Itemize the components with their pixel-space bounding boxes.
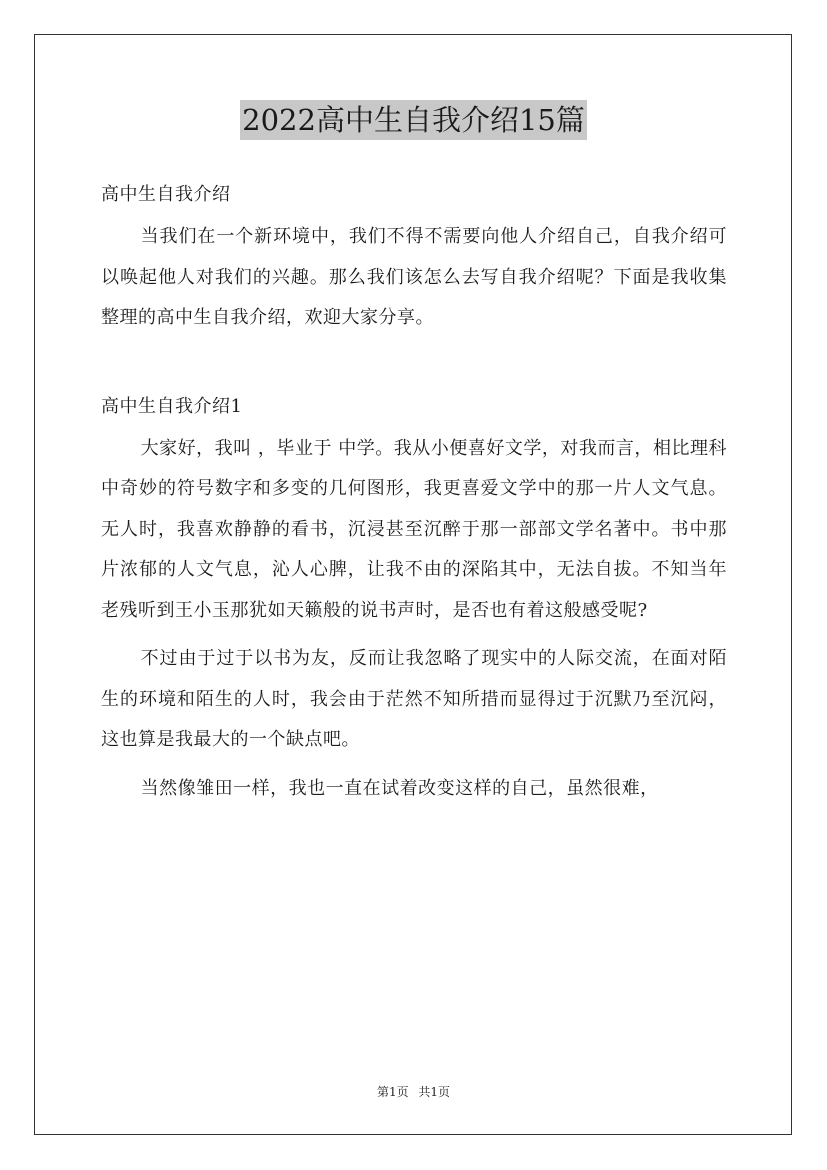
paragraph: 当然像雏田一样，我也一直在试着改变这样的自己，虽然很难， [140,777,659,799]
paragraph: 大家好，我叫 ，毕业于 中学。我从小便喜好文学，对我而言，相比理科中奇妙的符号数字和多变的几何图形，我更喜爱文学中的那一片人文气息。无人时，我喜欢静静的看书，沉浸甚至沉醉于那一部部文学名著中。书中那片浓郁的人文气息，沁人心脾，让我不由的深陷其中，无法自拔。不知当年老残听到王小玉那犹如天籁般的说书声时，是否也有着这般感受呢? [101,437,727,621]
section-heading: 高中生自我介绍 [101,184,231,205]
section-gap [101,347,727,385]
page-number: 第1页 [376,1085,409,1099]
paragraph: 当我们在一个新环境中，我们不得不需要向他人介绍自己，自我介绍可以唤起他人对我们的兴趣。那么我们该怎么去写自我介绍呢？下面是我收集整理的高中生自我介绍，欢迎大家分享。 [101,226,727,328]
document-body [101,173,727,817]
page-total: 共1页 [418,1085,451,1099]
title-container [0,100,827,140]
section-heading: 高中生自我介绍1 [101,395,243,417]
page-footer [0,1083,827,1100]
document-title: 2022高中生自我介绍15篇 [240,100,587,140]
paragraph: 不过由于过于以书为友，反而让我忽略了现实中的人际交流，在面对陌生的环境和陌生的人时，我会由于茫然不知所措而显得过于沉默乃至沉闷，这也算是我最大的一个缺点吧。 [101,648,727,750]
